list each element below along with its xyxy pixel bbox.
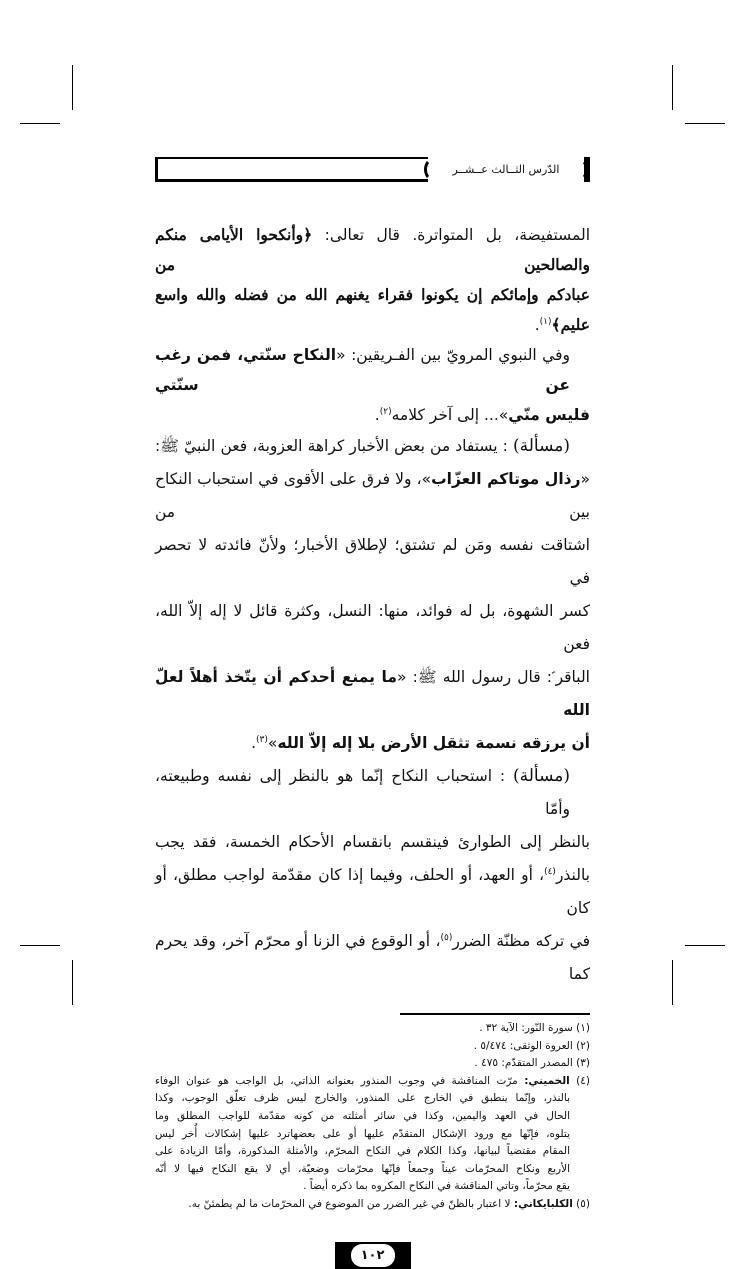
page-content [155, 220, 590, 1269]
footnote-text: يقع محرّماً، وتاتي المناقشة في النكاح المكروه بما ذكره أيضاً . [303, 1180, 570, 1193]
footnote-text: العروة الوثقى: ٥/٤٧٤ . [473, 1039, 573, 1052]
crop-mark [20, 945, 60, 946]
footnote-number: (٢) [576, 1039, 590, 1052]
text-segment: » [267, 734, 278, 752]
header-title: الدّرس الثــالث عــشــر [422, 157, 590, 182]
text-segment: ، أو الوقوع في الزنا أو محرّم آخر، وقد يحرم كما [155, 932, 590, 983]
text-segment: »، ولا فرق على الأقوى في استحباب النكاح بين من [155, 470, 590, 521]
text-segment: ، أو العهد، أو الحلف، وفيما إذا كان مقدّمة لواجب مطلق، أو كان [155, 866, 590, 917]
body-line [155, 727, 590, 760]
text-segment: رذال موتاكم العزّاب [431, 470, 581, 488]
text-segment: المستفيضة، بل المتواترة. قال تعالى: [312, 226, 591, 244]
text-segment: : يستفاد من بعض الأخبار كراهة العزوبة، فعن النبيّ ﷺ: [155, 437, 513, 455]
text-segment: الباقر ؑ: قال رسول الله ﷺ: « [396, 668, 590, 686]
footnote-ref: (٥) [440, 932, 453, 943]
footnote-text: مرّت المناقشة في وجوب المنذور بعنوانه الذاتي، بل الواجب هو عنوان الوفاء [155, 1074, 518, 1087]
footnote-ref: (٣) [256, 734, 268, 745]
text-segment: اشتاقت نفسه ومَن لم تشتق؛ لإطلاق الأخبار؛ ولأنّ فائدته لا تحصر في [155, 536, 590, 587]
footnote-number: (٤) [576, 1074, 591, 1087]
body-line [155, 925, 590, 991]
crop-mark [672, 960, 673, 1005]
footnote-text: المقام مقتضياً لبيانها، وكذا الكلام في النكاح المحرّم، والأمثلة المذكورة، وأمّا الزيادة على [155, 1145, 570, 1158]
text-segment: : استحباب النكاح إنّما هو بالنظر إلى نفسه وطبيعته، وأمّا [155, 767, 570, 818]
footnote-ref: (١) [539, 316, 552, 327]
page-number-box [335, 1242, 411, 1269]
crop-mark [685, 945, 725, 946]
crop-mark [672, 65, 673, 110]
body-line [155, 463, 590, 529]
footnote-rule [400, 1013, 590, 1015]
body-line [155, 595, 590, 661]
footnote-ref: (٢) [379, 406, 392, 417]
body-line [155, 859, 590, 925]
footnote [155, 1055, 590, 1073]
text-segment: ما يمنع أحدكم أن يتّخذ أهلاً لعلّ الله [155, 668, 590, 719]
footnote-text: سورة النّور: الآية ٣٢ . [479, 1022, 573, 1034]
crop-mark [20, 123, 60, 124]
text-segment: كسر الشهوة، بل له فوائد، منها: النسل، وكثرة قائل لا إله إلاّ الله، فعن [155, 602, 590, 653]
body-line [155, 826, 590, 859]
text-segment: أن يرزقه نسمة تثقل الأرض بلا إله إلاّ الله [277, 734, 590, 752]
running-header [155, 157, 590, 182]
footnote-text: الأربع ونكاح المحرّمات عيناً وجمعاً فإنّها محرّمات وضعيّة، أي لا يقع النكاح فيها لا أنّه [155, 1162, 570, 1175]
body-line [155, 760, 590, 826]
footnote-text: الحال في العهد واليمين، وكذا في سائر أمثلته من كونه مقدّمة للواجب المطلق وما [155, 1109, 570, 1122]
text-segment: وفي النبوي المرويّ بين الفـريقين: « [336, 346, 570, 364]
text-segment: »... إلى آخر كلامه [391, 406, 509, 424]
text-segment: . [374, 406, 380, 424]
body-line [155, 220, 590, 280]
text-segment: . [251, 734, 256, 752]
footnote-text: بالنذر، وإنّما ينطبق في الخارج على المنذور، والخارج ليس ظرف تعلّق الوجوب، وكذا [155, 1092, 570, 1105]
crop-mark [72, 960, 73, 1005]
text-segment: في تركه مظنّة الضرر [452, 932, 590, 950]
footnote [155, 1073, 590, 1196]
footnote-author: الكلبايكاني: [513, 1197, 573, 1210]
body-line [155, 661, 590, 727]
text-segment: . [534, 316, 540, 334]
footnote-number: (٥) [576, 1197, 590, 1210]
section-label: (مسألة) [512, 766, 570, 786]
footnote-author: الخميني: [524, 1074, 570, 1087]
section-label: (مسألة) [512, 436, 570, 456]
body-line [155, 430, 590, 463]
page-number: ١٠٢ [351, 1244, 395, 1267]
footnote-text: يتلوه، فإنّها مع ورود الإشكال المتقدّم عليها أو على بعضهاترد عليها إشكالات أُخر ليس [155, 1127, 570, 1140]
body-line [155, 400, 590, 430]
text-segment: النكاح سنّتي، فمن رغب عن سنّتي [155, 346, 570, 394]
footnote-number: (١) [576, 1022, 590, 1034]
header-frame [155, 157, 428, 182]
text-segment: بالنظر إلى الطوارئ فينقسم بانقسام الأحكام الخمسة، فقد يجب [155, 833, 590, 851]
footnote-ref: (٤) [544, 866, 556, 877]
text-segment: ﴿وأنكحوا الأيامى منكم والصالحين من [155, 225, 590, 274]
footnote-text: المصدر المتقدّم: ٤٧٥ . [474, 1057, 573, 1070]
footnote-text: لا اعتبار بالظنّ في غير الضرر من الموضوع في المحرّمات ما لم يطمئنّ به. [188, 1197, 511, 1210]
crop-mark [685, 123, 725, 124]
text-segment: « [580, 470, 590, 488]
body-line [155, 529, 590, 595]
body-line [155, 340, 590, 400]
footnotes [155, 1020, 590, 1214]
text-segment: فليس منّي [508, 406, 590, 424]
body-line [155, 280, 590, 340]
crop-mark [72, 65, 73, 110]
footnote-number: (٣) [576, 1057, 590, 1070]
footnote [155, 1196, 590, 1214]
text-segment: بالنذر [555, 866, 590, 884]
body-text [155, 220, 590, 991]
text-segment: عبادكم وإمائكم إن يكونوا فقراء يغنهم الله من فضله والله واسع عليم﴾ [155, 285, 590, 334]
footnote [155, 1020, 590, 1038]
